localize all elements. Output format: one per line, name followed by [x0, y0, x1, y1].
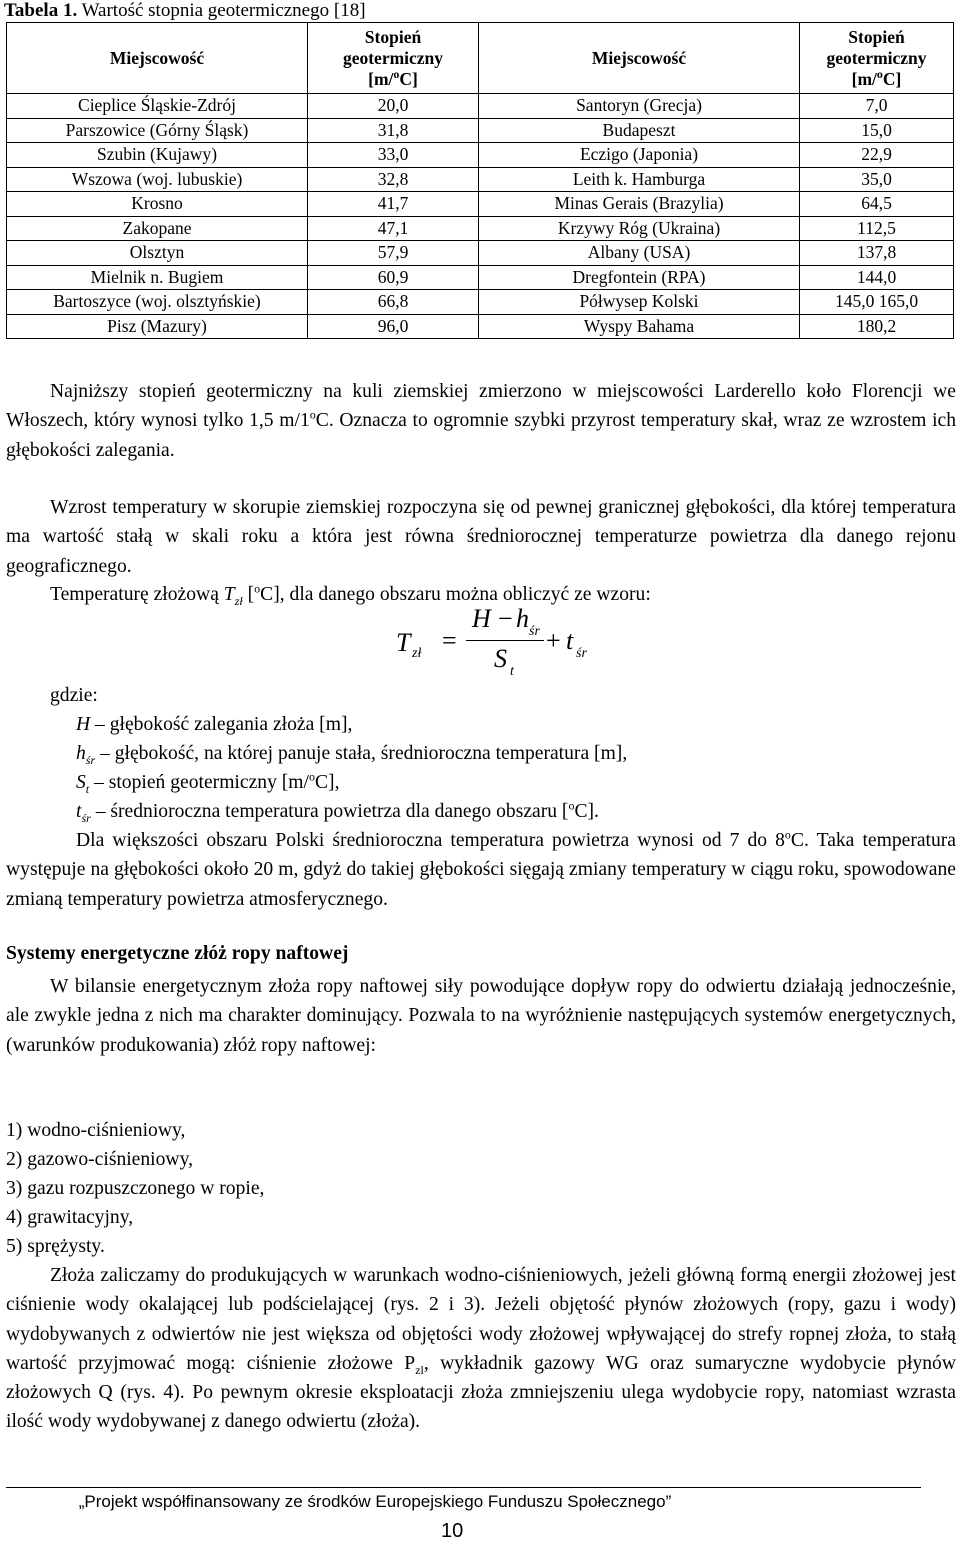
formula-minus: −: [498, 604, 513, 633]
table-row: [7, 167, 954, 192]
paragraph-text: Temperaturę złożową: [50, 584, 224, 605]
table-cell: 32,8: [308, 167, 479, 192]
table-cell: 35,0: [800, 167, 954, 192]
formula-fraction-bar: [466, 640, 544, 641]
degree-sup: o: [254, 581, 261, 596]
table-cell: Pisz (Mazury): [7, 314, 308, 339]
table-cell: Zakopane: [7, 216, 308, 241]
formula-lhs: T: [396, 628, 411, 657]
table-cell: Półwysep Kolski: [479, 290, 800, 315]
paragraph-temperature-rise: Wzrost temperatury w skorupie ziemskiej rozpoczyna się od pewnej granicznej głębokości, dla której temperatura ma wartość stałą w skali roku a która jest równa średniorocznej temperaturze powietrza dla danego rejonu geograficznego.: [6, 497, 956, 577]
page-number: 10: [441, 1520, 464, 1542]
table-cell: 47,1: [308, 216, 479, 241]
table-row: [7, 290, 954, 315]
header-locality-1: Miejscowość: [7, 23, 308, 94]
table-header-row: [7, 23, 954, 94]
list-item: 2) gazowo-ciśnieniowy,: [6, 1149, 193, 1170]
formula-plus: +: [546, 626, 561, 655]
where-text: – głębokość zalegania złoża [m],: [90, 714, 353, 735]
paragraph-text: C. Taka temperatura występuje na głębokości około 20 m, gdyż do takiej głębokości sięgają zmiany temperatury w ciągu roku, spowodowane zmianą temperatury powietrza atmosferycznego.: [6, 830, 956, 910]
degree-sup: o: [784, 827, 791, 842]
table-cell: Krzywy Róg (Ukraina): [479, 216, 800, 241]
paragraph-text: C], dla danego obszaru można obliczyć ze wzoru:: [260, 584, 651, 605]
symbol: h: [76, 743, 86, 764]
table-cell: Cieplice Śląskie-Zdrój: [7, 94, 308, 119]
symbol: t: [76, 801, 82, 822]
table-cell: 20,0: [308, 94, 479, 119]
paragraph-poland-temperature: [6, 826, 956, 914]
header-degree-1-line1: Stopień: [364, 26, 422, 47]
table-cell: 96,0: [308, 314, 479, 339]
symbol-sub: zł: [234, 593, 243, 608]
table-cell: 145,0 165,0: [800, 290, 954, 315]
paragraph-text: C. Oznacza to ogromnie szybki przyrost temperatury skał, wraz ze wzrostem ich głębokości zalegania.: [6, 410, 957, 461]
table-row: [7, 265, 954, 290]
formula-num-h: h: [516, 604, 529, 633]
table-cell: 66,8: [308, 290, 479, 315]
formula-lhs-sub: zł: [412, 646, 422, 661]
table-cell: Bartoszyce (woj. olsztyńskie): [7, 290, 308, 315]
header-degree-2-unit-b: C]: [882, 68, 902, 89]
table-cell: 60,9: [308, 265, 479, 290]
where-item-h: [76, 739, 627, 768]
list-item: 3) gazu rozpuszczonego w ropie,: [6, 1178, 265, 1199]
symbol-sub: śr: [85, 752, 96, 767]
header-locality-2: Miejscowość: [479, 23, 800, 94]
symbol: S: [76, 772, 86, 793]
symbol-sub: śr: [81, 810, 91, 825]
table-cell: 180,2: [800, 314, 954, 339]
footer-rule: [6, 1487, 921, 1488]
degree-sup: o: [568, 798, 575, 813]
symbol-T: T: [223, 584, 235, 605]
formula-num-H: H: [472, 604, 491, 633]
header-degree-2-sup: o: [876, 66, 883, 81]
table-cell: Mielnik n. Bugiem: [7, 265, 308, 290]
table-row: [7, 192, 954, 217]
table-cell: Krosno: [7, 192, 308, 217]
header-degree-2-unit-a: [m/: [851, 68, 877, 89]
formula-t: t: [566, 626, 574, 655]
table-cell: Parszowice (Górny Śląsk): [7, 118, 308, 143]
table-cell: 64,5: [800, 192, 954, 217]
degree-sup: o: [308, 769, 315, 784]
where-item-S: [76, 768, 339, 797]
geothermal-formula: [396, 604, 596, 680]
header-degree-1-unit-a: [m/: [368, 68, 394, 89]
where-text: – stopień geotermiczny [m/: [89, 772, 309, 793]
where-item-H: [76, 710, 352, 739]
table-caption-label: Tabela 1.: [4, 0, 78, 21]
where-text: – głębokość, na której panuje stała, średnioroczna temperatura [m],: [95, 743, 628, 764]
symbol-sub: t: [85, 781, 90, 796]
table-cell: 22,9: [800, 143, 954, 168]
table-cell: 57,9: [308, 241, 479, 266]
list-item: 5) sprężysty.: [6, 1236, 105, 1257]
table-row: [7, 241, 954, 266]
table-cell: 31,8: [308, 118, 479, 143]
table-cell: 7,0: [800, 94, 954, 119]
table-cell: Budapeszt: [479, 118, 800, 143]
where-item-t: [76, 797, 599, 826]
table-row: [7, 143, 954, 168]
paragraph-text: Najniższy stopień geotermiczny na kuli ziemskiej zmierzono w miejscowości Larderello koło Florencji we Włoszech, który wynosi tylko 1,5 m/1: [6, 381, 956, 432]
symbol: H: [76, 714, 91, 735]
formula-t-sub: śr: [576, 646, 587, 661]
table-caption-text: Wartość stopnia geotermicznego [18]: [77, 0, 366, 21]
table-row: [7, 118, 954, 143]
section-heading: Systemy energetyczne złóż ropy naftowej: [6, 943, 349, 964]
table-cell: Dregfontein (RPA): [479, 265, 800, 290]
table-cell: 41,7: [308, 192, 479, 217]
table-cell: Wszowa (woj. lubuskie): [7, 167, 308, 192]
header-degree-2-line2: geotermiczny: [826, 47, 927, 68]
where-label: gdzie:: [50, 685, 98, 706]
geothermal-table: [6, 22, 954, 339]
where-text: – średnioroczna temperatura powietrza dla danego obszaru [: [90, 801, 569, 822]
footer-project-note: „Projekt współfinansowany ze środków Europejskiego Funduszu Społecznego”: [78, 1492, 672, 1511]
table-cell: Leith k. Hamburga: [479, 167, 800, 192]
paragraph-text: [: [242, 584, 255, 605]
table-row: [7, 94, 954, 119]
list-item: 1) wodno-ciśnieniowy,: [6, 1120, 186, 1141]
table-cell: 137,8: [800, 241, 954, 266]
paragraph-text: Złoża zaliczamy do produkujących w warunkach wodno-ciśnieniowych, jeżeli główną formą energii złożowej jest ciśnienie wody okalającej lub podścielającej (rys. 2 i 3). Jeżeli objętość płynów złożowych (ropy, gazu i wody) wydobywanych z odwiertów nie jest większa od objętości wody złożowej wpływającej do strefy ropnej złoża, to stałą wartość przyjmować mogą: ciśnienie złożowe P: [6, 1265, 956, 1374]
paragraph-energy-balance: W bilansie energetycznym złoża ropy naftowej siły powodujące dopływ ropy do odwiertu działają jednocześnie, ale zwykle jedna z nich ma charakter dominujący. Pozwala to na wyróżnienie następujących systemów energetycznych, (warunków produkowania) złóż ropy naftowej:: [6, 976, 956, 1056]
header-degree-1-line2: geotermiczny: [342, 47, 444, 68]
table-caption: [4, 0, 366, 22]
header-degree-1-unit-b: C]: [399, 68, 418, 89]
formula-den-sub: t: [510, 664, 514, 679]
table-cell: Olsztyn: [7, 241, 308, 266]
formula-num-h-sub: śr: [529, 624, 540, 639]
table-cell: Szubin (Kujawy): [7, 143, 308, 168]
table-cell: Albany (USA): [479, 241, 800, 266]
paragraph-water-drive: [6, 1261, 956, 1437]
header-degree-1-sup: o: [393, 66, 400, 81]
table-cell: Minas Gerais (Brazylia): [479, 192, 800, 217]
table-cell: 112,5: [800, 216, 954, 241]
paragraph-formula-intro: [50, 580, 651, 609]
where-text: C].: [574, 801, 599, 822]
paragraph-text: , wykładnik gazowy WG oraz sumaryczne wydobycie płynów złożowych Q (rys. 4). Po pewnym okresie eksploatacji złoża zmniejszeniu ulega wydobycie ropy, natomiast wzrasta ilość wody wydobywanej z danego odwiertu (złoża).: [6, 1352, 956, 1433]
table-cell: 144,0: [800, 265, 954, 290]
formula-equals: =: [442, 626, 457, 655]
degree-sup: o: [309, 407, 316, 422]
pressure-sub: zl: [415, 1362, 424, 1377]
header-degree-1: [308, 23, 479, 94]
formula-den-S: S: [494, 644, 507, 673]
list-item: 4) grawitacyjny,: [6, 1207, 134, 1228]
where-text: C],: [314, 772, 340, 793]
table-cell: Eczigo (Japonia): [479, 143, 800, 168]
table-row: [7, 314, 954, 339]
table-row: [7, 216, 954, 241]
paragraph-text: Dla większości obszaru Polski średnioroczna temperatura powietrza wynosi od 7 do 8: [76, 830, 785, 851]
table-cell: 15,0: [800, 118, 954, 143]
header-degree-2: [800, 23, 954, 94]
table-cell: Wyspy Bahama: [479, 314, 800, 339]
table-cell: Santoryn (Grecja): [479, 94, 800, 119]
header-degree-2-line1: Stopień: [848, 26, 905, 47]
table-cell: 33,0: [308, 143, 479, 168]
paragraph-lowest-degree: [6, 377, 956, 465]
